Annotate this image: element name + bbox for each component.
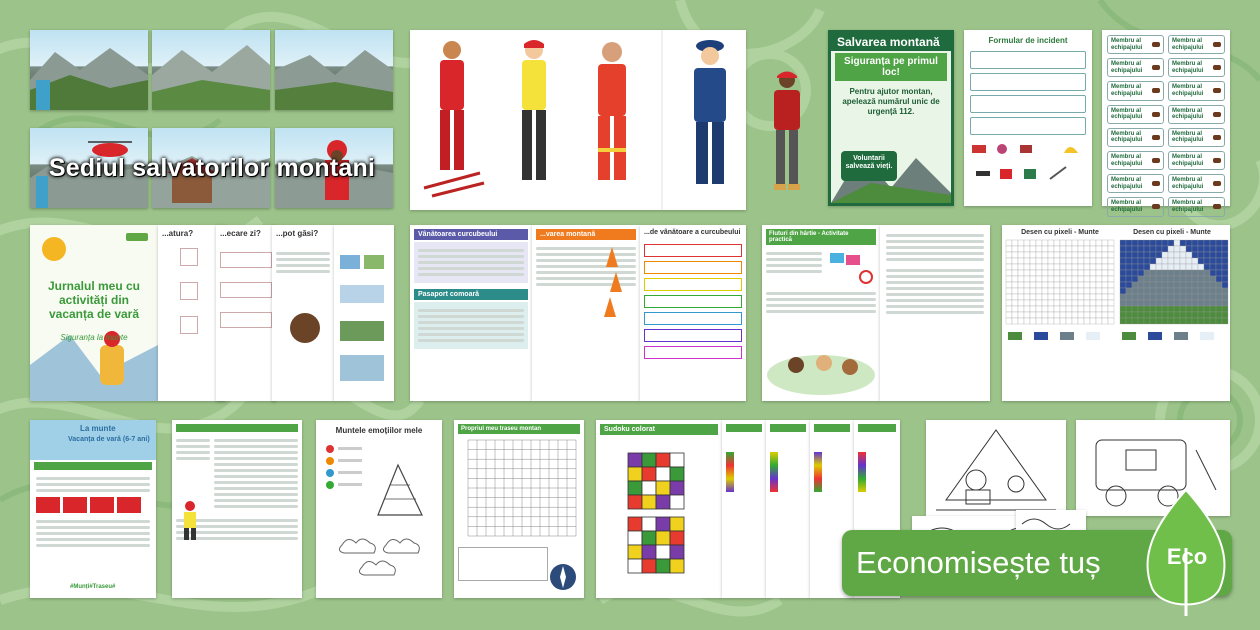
coloring-page-1 bbox=[926, 420, 1066, 516]
banner-piece-3 bbox=[275, 30, 393, 110]
crew-badge: Membru al echipajului bbox=[1168, 58, 1225, 77]
emotions-sheet bbox=[316, 420, 442, 598]
badge-icon bbox=[1152, 65, 1160, 70]
craft-instructions-sheet bbox=[880, 225, 990, 401]
coloring-strip-illustration-2 bbox=[1016, 510, 1086, 532]
badge-icon bbox=[1152, 135, 1160, 140]
sudoku-grids bbox=[600, 435, 718, 585]
pixel-drawing-title-left: Desen cu pixeli - Munte bbox=[1021, 229, 1099, 236]
sudoku-title: Sudoku colorat bbox=[600, 424, 718, 435]
hunt-list-sheet bbox=[640, 225, 746, 401]
craft-kids-illustration bbox=[766, 345, 876, 395]
badge-icon bbox=[1213, 42, 1221, 47]
sudoku-page-3 bbox=[766, 420, 810, 598]
poster-badge: Voluntarii salvează vieți. bbox=[841, 151, 897, 181]
journal-subtitle: Siguranța la munte bbox=[60, 333, 128, 342]
crew-badge: Membru al echipajului bbox=[1107, 174, 1164, 193]
incident-form-title: Formular de incident bbox=[988, 36, 1068, 45]
badge-icon bbox=[1152, 88, 1160, 93]
badge-icon bbox=[1213, 181, 1221, 186]
crew-badge: Membru al echipajului bbox=[1107, 128, 1164, 147]
crew-badge: Membru al echipajului bbox=[1168, 81, 1225, 100]
badge-icon bbox=[1213, 88, 1221, 93]
rescuer-figures-illustration bbox=[410, 30, 746, 210]
crew-badge: Membru al echipajului bbox=[1107, 58, 1164, 77]
crew-badge: Membru al echipajului bbox=[1107, 81, 1164, 100]
hunt-list-title: ...de vânătoare a curcubeului bbox=[644, 229, 741, 236]
badge-icon bbox=[1213, 158, 1221, 163]
emotions-title: Muntele emoțiilor mele bbox=[335, 426, 423, 435]
emotions-illustration bbox=[322, 435, 436, 585]
banner-piece-2 bbox=[152, 30, 270, 110]
banner-piece-1 bbox=[30, 30, 148, 110]
rainbow-hunt-title: Vânătoarea curcubeului bbox=[414, 229, 528, 240]
crew-badge: Membru al echipajului bbox=[1107, 35, 1164, 54]
banner-title: Sediul salvatorilor montani bbox=[48, 153, 376, 182]
treasure-section-title: Pasaport comoară bbox=[414, 289, 528, 300]
rescuer-small-icon bbox=[180, 500, 200, 540]
holiday-footer: #Munți#Traseu# bbox=[70, 584, 116, 590]
rainbow-hunt-sheet bbox=[410, 225, 532, 401]
sudoku-sheet bbox=[596, 420, 722, 598]
badge-icon bbox=[1152, 112, 1160, 117]
trail-sheet bbox=[454, 420, 584, 598]
badge-icon bbox=[1213, 204, 1221, 209]
crew-badge: Membru al echipajului bbox=[1107, 105, 1164, 124]
pixel-drawing-title-right: Desen cu pixeli - Munte bbox=[1133, 229, 1211, 236]
crew-badge: Membru al echipajului bbox=[1107, 197, 1164, 216]
eco-text: Economisește tuș bbox=[856, 545, 1101, 580]
journal-page-3 bbox=[272, 225, 334, 401]
sudoku-page-2 bbox=[722, 420, 766, 598]
craft-activity-sheet bbox=[762, 225, 880, 401]
badge-icon bbox=[1213, 65, 1221, 70]
badge-icon bbox=[1152, 42, 1160, 47]
poster-title: Salvarea montană bbox=[831, 33, 951, 51]
coloring-page-strip-2 bbox=[1016, 510, 1086, 532]
rescue-instructions-sheet bbox=[172, 420, 302, 598]
journal-q3: ...pot găsi? bbox=[276, 229, 319, 238]
crew-badge: Membru al echipajului bbox=[1168, 105, 1225, 124]
safety-poster bbox=[828, 30, 954, 206]
badge-icon bbox=[1152, 158, 1160, 163]
crew-badge: Membru al echipajului bbox=[1168, 174, 1225, 193]
rescuer-cutout-illustration bbox=[762, 70, 812, 195]
crew-badges-sheet bbox=[1102, 30, 1230, 213]
mountain-rescue-heading: ...varea montană bbox=[536, 229, 636, 240]
pixel-drawing-grids bbox=[1006, 236, 1226, 396]
incident-form-sheet bbox=[964, 30, 1092, 206]
poster-body: Pentru ajutor montan, apelează numărul unic de urgență 112. bbox=[842, 87, 940, 116]
compass-icon bbox=[548, 562, 578, 592]
holiday-title: La munte bbox=[80, 424, 116, 433]
trail-grid bbox=[458, 438, 578, 538]
badge-icon bbox=[1213, 112, 1221, 117]
journal-cover bbox=[30, 225, 158, 401]
coloring-tent-illustration bbox=[926, 420, 1066, 516]
badge-icon bbox=[1152, 181, 1160, 186]
crew-badge: Membru al echipajului bbox=[1168, 151, 1225, 170]
crew-badge: Membru al echipajului bbox=[1168, 197, 1225, 216]
journal-page-2 bbox=[216, 225, 276, 401]
badge-icon bbox=[1213, 135, 1221, 140]
badge-icon bbox=[1152, 204, 1160, 209]
rescuer-figures-card bbox=[410, 30, 746, 210]
traffic-cones-icon bbox=[596, 247, 636, 317]
crew-badge: Membru al echipajului bbox=[1168, 35, 1225, 54]
eco-label: Eco bbox=[1166, 544, 1208, 569]
journal-q1: ...atura? bbox=[162, 229, 194, 238]
equipment-icons bbox=[970, 141, 1086, 191]
holiday-subtitle: Vacanța de vară (6-7 ani) bbox=[68, 436, 150, 443]
crew-badge: Membru al echipajului bbox=[1168, 128, 1225, 147]
journal-photos-illustration bbox=[334, 225, 394, 401]
journal-title: Jurnalul meu cu activități din vacanța de vară bbox=[47, 279, 141, 321]
journal-page-4 bbox=[334, 225, 394, 401]
poster-subtitle: Siguranța pe primul loc! bbox=[835, 53, 947, 81]
journal-q2: ...ecare zi? bbox=[220, 229, 261, 238]
craft-materials-icon bbox=[826, 249, 876, 289]
trail-title: Propriul meu traseu montan bbox=[458, 424, 580, 434]
craft-activity-title: Fluturi din hârtie - Activitate practică bbox=[766, 229, 876, 245]
holiday-sheet bbox=[30, 420, 156, 598]
crew-badge: Membru al echipajului bbox=[1107, 151, 1164, 170]
pixel-drawing-sheet bbox=[1002, 225, 1230, 401]
mountain-rescue-sheet bbox=[532, 225, 640, 401]
badge-grid bbox=[1107, 35, 1225, 217]
